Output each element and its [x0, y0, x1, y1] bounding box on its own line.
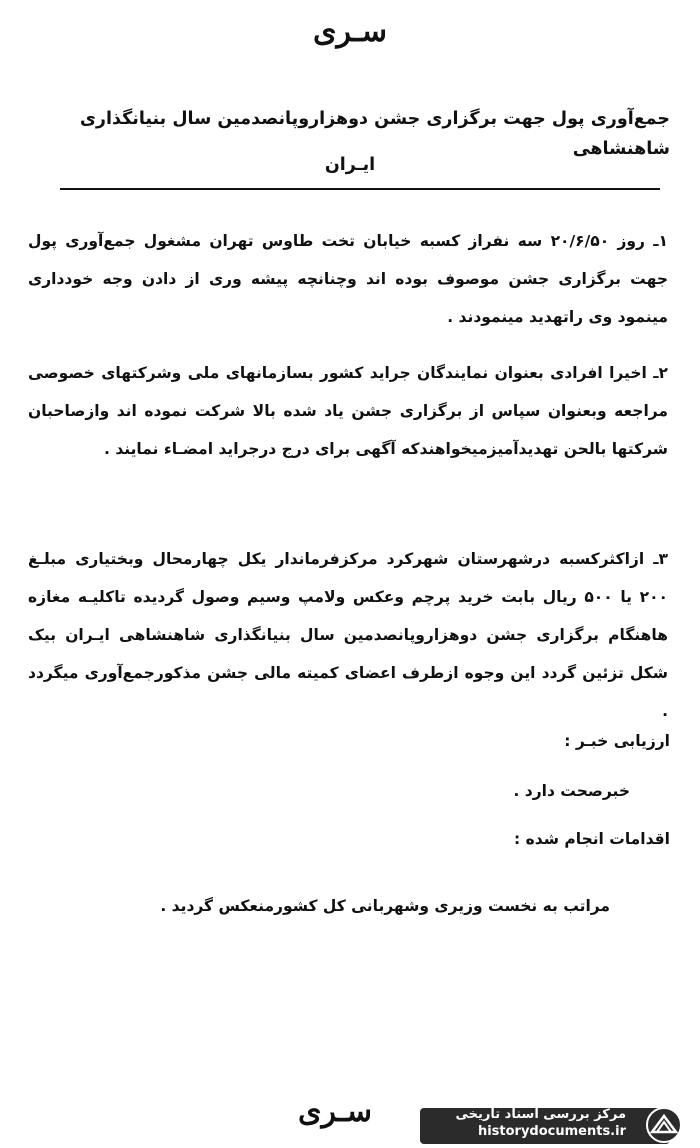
document-title-continuation: ایـران	[324, 155, 376, 175]
paragraph-2: ۲ـ اخیرا افرادی بعنوان نمایندگان جراید کشور بسازمانهای ملی وشرکتهای خصوصی مراجعه وبعنوان سپاس از برگزاری جشن یاد شده بالا شرکت نموده اند وازصاحبان شرکتها بالحن تهدیدآمیزمیخواهندکه آگهی برای درج درجراید امضـاء نمایند .	[28, 364, 668, 458]
classification-top: سـرى	[313, 14, 387, 49]
paragraph-1: ۱ـ روز ۲۰/۶/۵۰ سه نفراز کسبه خیابان تخت طاوس تهران مشغول جمع‌آوری پول جهت برگزاری جشن موصوف بوده اند وچنانچه پیشه وری از دادن وجه خودداری مینمود وی راتهدید مینمودند .	[28, 232, 668, 326]
document-title: جمع‌آوری پول جهت برگزاری جشن دوهزاروپانصدمین سال بنیانگذاری شاهنشاهی	[79, 109, 670, 159]
watermark-title: مرکز بررسی اسناد تاریخی	[455, 1107, 626, 1122]
book-logo-icon	[640, 1106, 688, 1144]
paragraph-3: ۳ـ ازاکثرکسبه درشهرستان شهرکرد مرکزفرماندار یکل چهارمحال وبختیاری مبلـغ ۲۰۰ یا ۵۰۰ ریال بابت خرید پرچم وعکس ولامپ وسیم وصول گردیده تاکلیـه مغازه هاهنگام برگزاری جشن دوهزاروپانصدمین سال بنیانگذاری شاهنشاهی ایـران بیک شکل تزئین گردد این وجوه ازطرف اعضای کمیته مالی جشن مذکورجمع‌آوری میگردد .	[28, 550, 669, 720]
evaluation-text: خبرصحت دارد .	[513, 782, 630, 800]
actions-label: اقدامات انجام شده :	[514, 830, 670, 848]
classification-bottom: سـرى	[298, 1094, 372, 1129]
actions-text: مراتب به نخست وزیری وشهربانی کل کشورمنعکس گردید .	[160, 897, 610, 915]
watermark-url: historydocuments.ir	[477, 1124, 626, 1139]
title-divider	[60, 188, 660, 190]
evaluation-label: ارزیابی خبـر :	[564, 732, 670, 750]
